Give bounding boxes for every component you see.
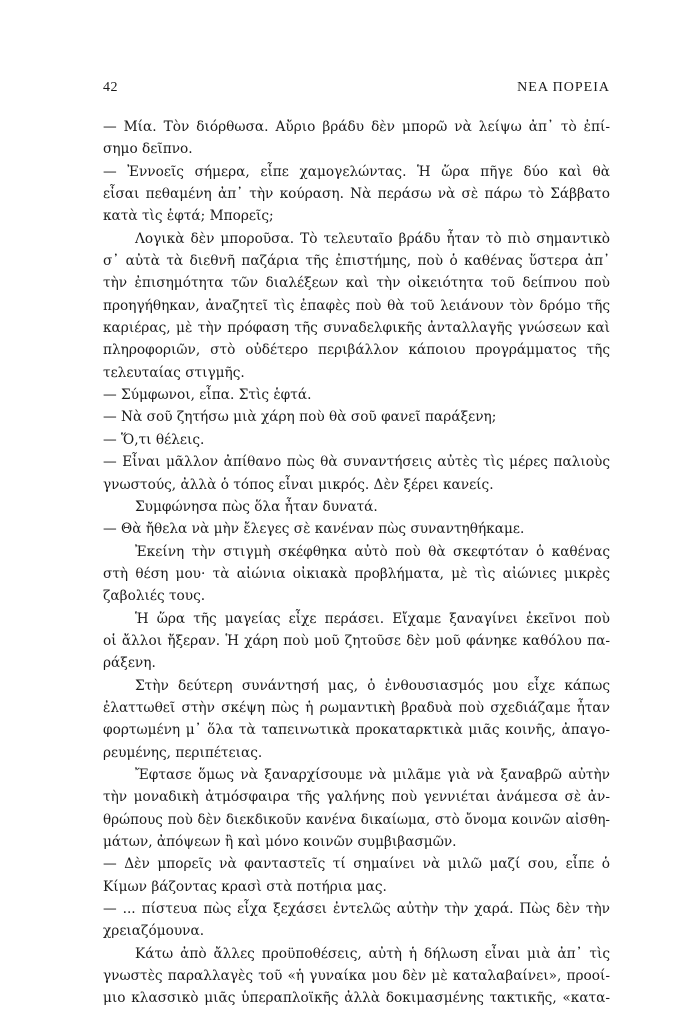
text-line: — Σύμφωνοι, εἶπα. Στὶς ἑφτά. [103, 387, 312, 404]
text-line: τὴν ἐπισημότητα τῶν διαλέξεων καὶ τὴν οἰκειότητα τοῦ δείπνου ποὺ [103, 275, 610, 292]
text-line: — Ὅ,τι θέλεις. [103, 431, 205, 448]
text-line: ἐλαττωθεῖ στὴν σκέψη πὼς ἡ ρωμαντικὴ βραδυὰ ποὺ σχεδιάζαμε ἦταν [103, 699, 610, 716]
text-line: — Ἐννοεῖς σήμερα, εἶπε χαμογελώντας. Ἡ ὥρα πῆγε δύο καὶ θὰ [103, 163, 610, 180]
text-line: ράξενη. [103, 655, 156, 672]
text-line: στὴ θέση μου· τὰ αἰώνια οἰκιακὰ προβλήματα, μὲ τὶς αἰώνιες μικρὲς [103, 565, 610, 582]
page-number: 42 [103, 80, 118, 95]
text-line: — Θὰ ἤθελα νὰ μὴν ἔλεγες σὲ κανέναν πὼς συναντηθήκαμε. [103, 521, 525, 538]
text-line: Ἔφτασε ὅμως νὰ ξαναρχίσουμε νὰ μιλᾶμε γιὰ νὰ ξαναβρῶ αὐτὴν [135, 766, 610, 783]
text-line: μιο κλασσικὸ μιᾶς ὑπεραπλοϊκῆς ἀλλὰ δοκιμασμένης τακτικῆς, «κατα- [103, 990, 610, 1007]
text-line: σ᾽ αὐτὰ τὰ διεθνῆ παζάρια τῆς ἐπιστήμης, ποὺ ὁ καθένας ὕστερα ἀπ᾽ [103, 253, 610, 270]
text-line: κατὰ τὶς ἑφτά; Μπορεῖς; [103, 208, 274, 225]
text-line: — Εἶναι μᾶλλον ἀπίθανο πὼς θὰ συναντήσεις αὐτὲς τὶς μέρες παλιοὺς [103, 454, 610, 471]
text-line: τελευταίας στιγμῆς. [103, 364, 245, 381]
text-line: θρώπους ποὺ δὲν διεκδικοῦν κανένα δικαίωμα, στὸ ὄνομα κοινῶν αἰσθη- [103, 811, 610, 828]
text-line: Λογικὰ δὲν μποροῦσα. Τὸ τελευταῖο βράδυ ἦταν τὸ πιὸ σημαντικὸ [135, 230, 610, 247]
text-line: φορτωμένη μ᾽ ὅλα τὰ ταπεινωτικὰ προκαταρκτικὰ μιᾶς κοινῆς, ἀπαγο- [103, 722, 610, 739]
text-line: καριέρας, μὲ τὴν πρόφαση τῆς συναδελφικῆς ἀνταλλαγῆς γνώσεων καὶ [103, 320, 610, 337]
text-line: εἶσαι πεθαμένη ἀπ᾽ τὴν κούραση. Νὰ περάσω νὰ σὲ πάρω τὸ Σάββατο [103, 186, 610, 203]
text-line: — Δὲν μπορεῖς νὰ φανταστεῖς τί σημαίνει νὰ μιλῶ μαζί σου, εἶπε ὁ [103, 856, 610, 873]
page-header [103, 80, 610, 98]
text-line: — ... πίστευα πὼς εἶχα ξεχάσει ἐντελῶς αὐτὴν τὴν χαρά. Πὼς δὲν τὴν [103, 901, 610, 918]
text-line: γνωστούς, ἀλλὰ ὁ τόπος εἶναι μικρός. Δὲν ξέρει κανείς. [103, 476, 494, 493]
text-line: — Μία. Τὸν διόρθωσα. Αὔριο βράδυ δὲν μπορῶ νὰ λείψω ἀπ᾽ τὸ ἐπί- [103, 119, 610, 135]
text-line: οἱ ἄλλοι ἤξεραν. Ἡ χάρη ποὺ μοῦ ζητοῦσε δὲν μοῦ φάνηκε καθόλου πα- [103, 632, 610, 649]
text-line: πληροφοριῶν, στὸ οὐδέτερο περιβάλλον κάποιου προγράμματος τῆς [103, 342, 610, 359]
text-line: μάτων, ἀπόψεων ἢ καὶ μόνο κοινῶν συμβιβασμῶν. [103, 834, 457, 850]
text-line: ρευμένης, περιπέτειας. [103, 744, 263, 761]
text-line: Κίμων βάζοντας κρασὶ στὰ ποτήρια μας. [103, 878, 387, 895]
text-line: προηγήθηκαν, ἀναζητεῖ τὶς ἐπαφὲς ποὺ θὰ τοῦ λειάνουν τὸν δρόμο τῆς [103, 297, 610, 314]
text-line: — Νὰ σοῦ ζητήσω μιὰ χάρη ποὺ θὰ σοῦ φανεῖ παράξενη; [103, 409, 497, 426]
text-line: Στὴν δεύτερη συνάντησή μας, ὁ ἐνθουσιασμός μου εἶχε κάπως [135, 677, 610, 694]
body-text [103, 116, 610, 1010]
text-line: ζαβολιές τους. [103, 588, 206, 605]
text-line: τὴν μοναδικὴ ἀτμόσφαιρα τῆς γαλήνης ποὺ γεννιέται ἀνάμεσα σὲ ἀν- [103, 789, 610, 806]
text-line: Ἡ ὥρα τῆς μαγείας εἶχε περάσει. Εἴχαμε ξαναγίνει ἐκεῖνοι ποὺ [135, 610, 610, 627]
text-line: Ἐκείνη τὴν στιγμὴ σκέφθηκα αὐτὸ ποὺ θὰ σκεφτόταν ὁ καθένας [135, 543, 610, 560]
text-line: γνωστὲς παραλλαγὲς τοῦ «ἡ γυναίκα μου δὲν μὲ καταλαβαίνει», προοί- [103, 968, 610, 985]
text-line: Συμφώνησα πὼς ὅλα ἦταν δυνατά. [135, 498, 378, 515]
text-line: σημο δεῖπνο. [103, 141, 193, 158]
running-title: ΝΕΑ ΠΟΡΕΙΑ [517, 80, 610, 95]
text-line: χρειαζόμουνα. [103, 923, 205, 940]
text-line: Κάτω ἀπὸ ἄλλες προϋποθέσεις, αὐτὴ ἡ δήλωση εἶναι μιὰ ἀπ᾽ τὶς [135, 945, 610, 962]
